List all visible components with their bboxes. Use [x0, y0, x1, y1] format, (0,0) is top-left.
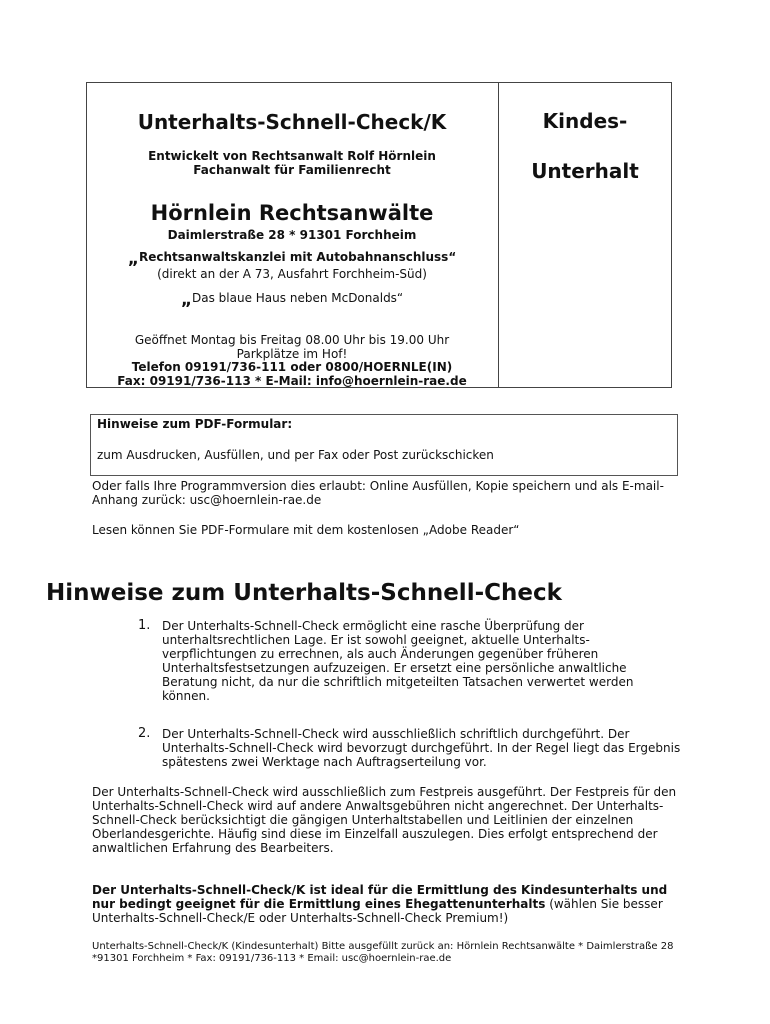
pdf-notice-heading: Hinweise zum PDF-Formular: — [97, 417, 293, 431]
parking-note: Parkplätze im Hof! — [236, 347, 348, 361]
suitability-hint-text: (wählen Sie besser Unterhalts-Schnell-Check/E oder Unterhalts-Schnell-Check Premium!) — [92, 897, 663, 925]
list-item-number: 1. — [138, 618, 151, 633]
directions-line: (direkt an der A 73, Ausfahrt Forchheim-Süd) — [157, 267, 427, 281]
side-label-line1: Kindes- — [542, 109, 628, 133]
list-item: Der Unterhalts-Schnell-Check ermöglicht eine rasche Überprüfung der unterhaltsrechtlichen Lage. Er ist sowohl geeignet, aktuelle Unterhalts-verpflichtungen zu errechnen, als auch Änderungen gegenüber früheren Unterhaltsfestsetzungen aufzuzeigen. Er ersetzt eine persönliche anwaltliche Beratung nicht, da nur die schriftlich mitgeteilten Tatsachen verwertet werden können. — [162, 619, 634, 703]
phone-line: Telefon 09191/736-111 oder 0800/HOERNLE(IN) — [131, 360, 453, 374]
list-item-number: 2. — [138, 726, 151, 741]
specialist-line: Fachanwalt für Familienrecht — [193, 163, 391, 177]
fixed-price-paragraph: Der Unterhalts-Schnell-Check wird ausschließlich zum Festpreis ausgeführt. Der Festpreis für den Unterhalts-Schnell-Check wird auf andere Anwaltsgebühren nicht angerechnet. Der Unterhalts-Schnell-Check berücksichtigt die gängigen Unterhaltstabellen und Leitlinien der einzelnen Oberlandesgerichte. Häufig sind diese im Einzelfall auszulegen. Dies erfolgt entsprechend der anwaltlichen Erfahrung des Bearbeiters. — [92, 785, 677, 855]
page-footer: Unterhalts-Schnell-Check/K (Kindesunterhalt) Bitte ausgefüllt zurück an: Hörnlein Rechtsanwälte * Daimlerstraße 28 *91301 Forchheim * Fax: 09191/736-113 * Email: usc@hoernlein-rae.de — [92, 941, 674, 964]
pdf-notice-text: zum Ausdrucken, Ausfüllen, und per Fax oder Post zurückschicken — [97, 448, 494, 462]
form-title: Unterhalts-Schnell-Check/K — [137, 110, 447, 134]
section-heading: Hinweise zum Unterhalts-Schnell-Check — [46, 580, 562, 606]
suitability-paragraph — [92, 883, 682, 925]
developer-line: Entwickelt von Rechtsanwalt Rolf Hörnlein — [148, 149, 436, 163]
firm-address: Daimlerstraße 28 * 91301 Forchheim — [167, 228, 417, 242]
opening-hours: Geöffnet Montag bis Freitag 08.00 Uhr bis 19.00 Uhr — [134, 333, 450, 347]
landmark-text: Das blaue Haus neben McDonalds“ — [192, 291, 404, 305]
list-item: Der Unterhalts-Schnell-Check wird ausschließlich schriftlich durchgeführt. Der Unterhalts-Schnell-Check wird bevorzugt durchgeführt. In der Regel liegt das Ergebnis spätestens zwei Werktage nach Auftragserteilung vor. — [162, 727, 681, 769]
landmark-quote-mark: „ — [180, 290, 193, 310]
fax-email-line: Fax: 09191/736-113 * E-Mail: info@hoernlein-rae.de — [117, 374, 467, 388]
firm-name: Hörnlein Rechtsanwälte — [150, 201, 434, 225]
motto-line — [87, 249, 497, 269]
reader-note: Lesen können Sie PDF-Formulare mit dem kostenlosen „Adobe Reader“ — [92, 523, 520, 537]
suitability-bold-text: Der Unterhalts-Schnell-Check/K ist ideal für die Ermittlung des Kindesunterhalts und nur bedingt geeignet für die Ermittlung eines Ehegattenunterhalts — [92, 883, 668, 911]
online-note: Oder falls Ihre Programmversion dies erlaubt: Online Ausfüllen, Kopie speichern und als E-mail-Anhang zurück: usc@hoernlein-rae.de — [92, 479, 664, 507]
side-label-line2: Unterhalt — [531, 159, 639, 183]
landmark-line — [87, 290, 497, 310]
motto-text: Rechtsanwaltskanzlei mit Autobahnanschluss“ — [138, 250, 457, 264]
motto-quote-mark: „ — [127, 249, 139, 269]
